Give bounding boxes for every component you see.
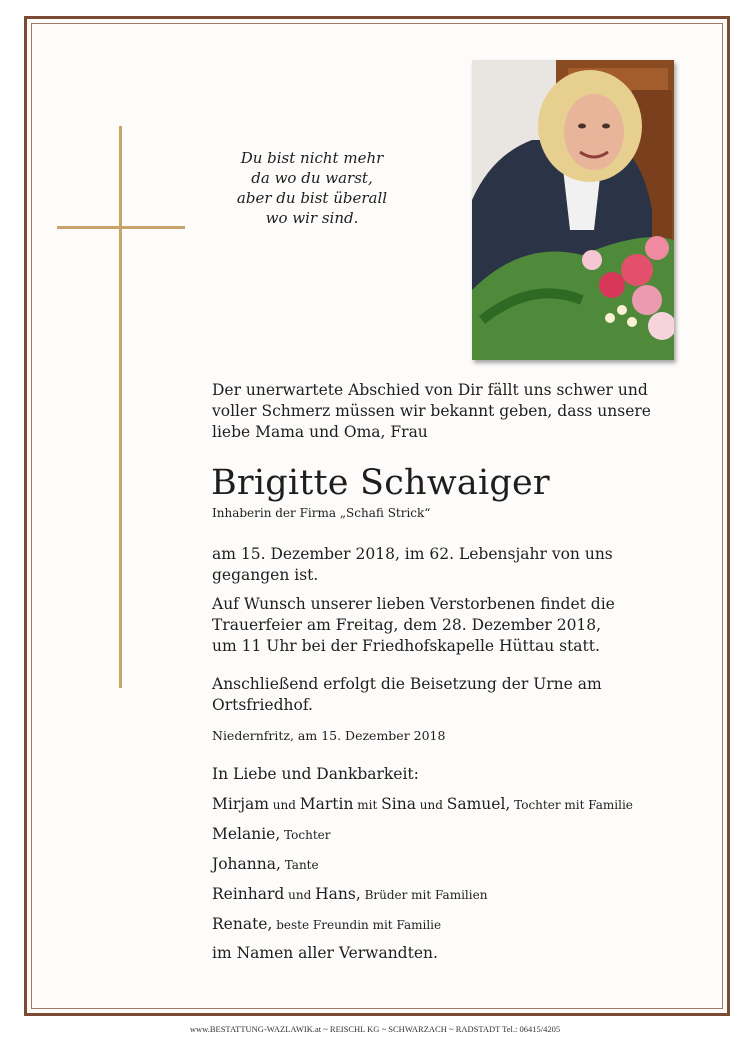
mourner-relation: Tochter mit Familie [510, 798, 633, 812]
mourner-name: Renate, [212, 915, 273, 933]
mourner-relation: Tochter [280, 828, 331, 842]
mourner-line [212, 825, 331, 843]
portrait-photo [472, 60, 674, 360]
death-text [212, 544, 613, 586]
ceremony-text [212, 594, 615, 657]
poem-line: wo wir sind. [265, 209, 359, 227]
poem [232, 148, 392, 228]
mourner-name: Reinhard [212, 885, 285, 903]
mourner-name: Martin [299, 795, 354, 813]
mourner-relation: Tante [280, 858, 319, 872]
mourner-line [212, 915, 441, 933]
place-date: Niedernfritz, am 15. Dezember 2018 [212, 728, 446, 743]
intro-text [212, 380, 651, 443]
cross-bar [57, 226, 185, 229]
burial-line: Ortsfriedhof. [212, 696, 313, 714]
burial-text [212, 674, 602, 716]
deceased-name: Brigitte Schwaiger [211, 463, 550, 503]
intro-line: liebe Mama und Oma, Frau [212, 423, 428, 441]
poem-line: Du bist nicht mehr [240, 149, 384, 167]
mourner-joiner: und [415, 798, 447, 812]
poem-line: da wo du warst, [251, 169, 373, 187]
ceremony-line: Auf Wunsch unserer lieben Verstorbenen findet die [212, 595, 615, 613]
mourner-name: Sina [381, 795, 416, 813]
death-line: am 15. Dezember 2018, im 62. Lebensjahr von uns [212, 545, 613, 563]
mourner-line [212, 885, 487, 903]
ceremony-line: um 11 Uhr bei der Friedhofskapelle Hüttau statt. [212, 637, 600, 655]
mourner-joiner: und [284, 888, 316, 902]
mourners-heading: In Liebe und Dankbarkeit: [212, 765, 419, 783]
mourner-line [212, 855, 319, 873]
mourner-name: Samuel, [446, 795, 511, 813]
mourner-joiner: und [268, 798, 300, 812]
poem-line: aber du bist überall [236, 189, 388, 207]
deceased-subtitle: Inhaberin der Firma „Schafi Strick“ [212, 506, 431, 520]
mourner-relation: Brüder mit Familien [360, 888, 488, 902]
mourner-joiner: mit [353, 798, 382, 812]
mourner-name: Johanna, [212, 855, 281, 873]
intro-line: Der unerwartete Abschied von Dir fällt uns schwer und [212, 381, 648, 399]
mourner-name: Hans, [315, 885, 361, 903]
mourner-name: Mirjam [212, 795, 269, 813]
mourner-name: Melanie, [212, 825, 281, 843]
closing-line: im Namen aller Verwandten. [212, 944, 438, 962]
intro-line: voller Schmerz müssen wir bekannt geben, dass unsere [212, 402, 651, 420]
cross-icon [119, 126, 122, 688]
footer-text: www.BESTATTUNG-WAZLAWIK.at ~ REISCHL KG ~ SCHWARZACH ~ RADSTADT Tel.: 06415/4205 [189, 1024, 561, 1034]
burial-line: Anschließend erfolgt die Beisetzung der Urne am [212, 675, 602, 693]
mourner-line [212, 795, 633, 813]
mourner-relation: beste Freundin mit Familie [272, 918, 442, 932]
ceremony-line: Trauerfeier am Freitag, dem 28. Dezember 2018, [212, 616, 602, 634]
death-line: gegangen ist. [212, 566, 319, 584]
